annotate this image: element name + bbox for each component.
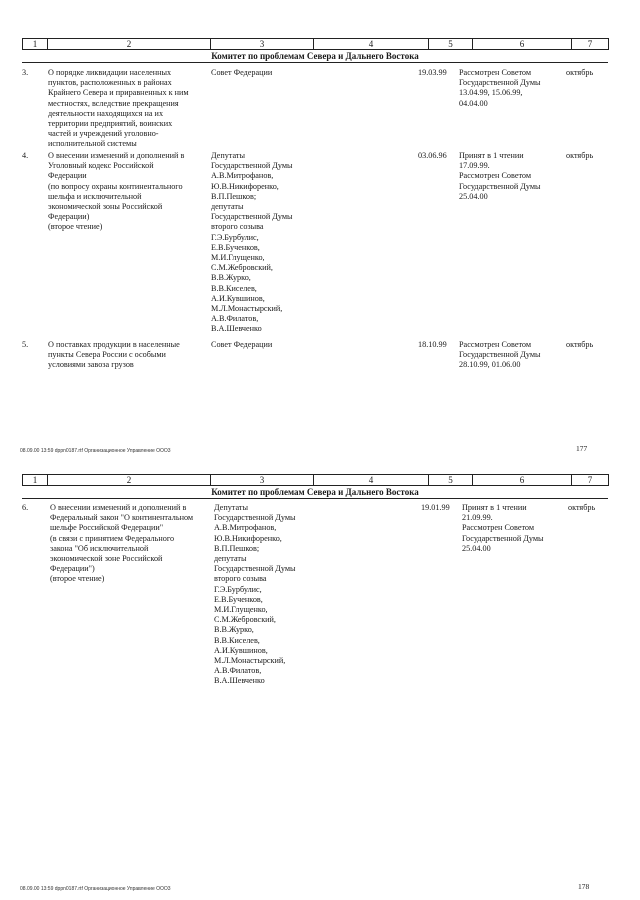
bill-date: 19.03.99 [418,68,447,77]
column-header-row [22,474,609,486]
bill-title: О поставках продукции в населенные пункты Севера России с особыми условиями завоза грузов [48,340,180,370]
bill-author: Депутаты Государственной Думы А.В.Митрофанов, Ю.В.Никифоренко, В.П.Пешков; депутаты Государственной Думы второго созыва Г.Э.Бурбулис, Е.В.Бученков, М.И.Глущенко, С.М.Жебровский, В.В.Журко, В.В.Киселев, А.И.Кувшинов, М.Л.Монастырский, А.В.Филатов, В.А.Шевченко [211,151,293,334]
bill-month: октябрь [566,340,594,349]
bill-date: 19.01.99 [421,503,450,512]
committee-heading: Комитет по проблемам Севера и Дальнего Востока [211,487,419,497]
bill-status: Рассмотрен Советом Государственной Думы 13.04.99, 15.06.99, 04.04.00 [459,68,541,108]
bill-title: О внесении изменений и дополнений в Уголовный кодекс Российской Федерации (по вопросу охраны континентального шельфа и исключительной экономической зоны Российской Федерации) (второе чтение) [48,151,185,232]
bill-author: Депутаты Государственной Думы А.В.Митрофанов, Ю.В.Никифоренко, В.П.Пешков; депутаты Государственной Думы второго созыва Г.Э.Бурбулис, Е.В.Бученков, М.И.Глущенко, С.М.Жебровский, В.В.Журко, В.В.Киселев, А.И.Кувшинов, М.Л.Монастырский, А.В.Филатов, В.А.Шевченко [214,503,296,686]
row-number: 4. [22,151,29,160]
col-header-2: 2 [48,39,211,50]
bill-status: Принят в 1 чтении 17.09.99. Рассмотрен Советом Государственной Думы 25.04.00 [459,151,541,201]
page-footer: 08.09.00 13:59 dppn0187.rtf Организационное Управление ООО3 [20,448,171,454]
bill-status: Принят в 1 чтении 21.09.99. Рассмотрен Советом Государственной Думы 25.04.00 [462,503,544,553]
col-header-7: 7 [572,39,609,50]
bill-month: октябрь [568,503,596,512]
bill-status: Рассмотрен Советом Государственной Думы 28.10.99, 01.06.00 [459,340,541,370]
bill-author: Совет Федерации [211,340,273,349]
col-header-5: 5 [429,39,473,50]
col-header-6: 6 [473,475,572,486]
col-header-4: 4 [314,475,429,486]
page-number: 178 [578,882,590,891]
page-number: 177 [576,444,588,453]
col-header-1: 1 [23,39,48,50]
col-header-2: 2 [48,475,211,486]
col-header-3: 3 [211,39,314,50]
col-header-3: 3 [211,475,314,486]
column-header-row [22,38,609,50]
bill-date: 18.10.99 [418,340,447,349]
col-header-1: 1 [23,475,48,486]
bill-date: 03.06.96 [418,151,447,160]
col-header-4: 4 [314,39,429,50]
col-header-7: 7 [572,475,609,486]
row-number: 6. [22,503,29,512]
bill-author: Совет Федерации [211,68,273,77]
committee-heading: Комитет по проблемам Севера и Дальнего Востока [211,51,419,61]
page-footer: 08.09.00 13:59 dppn0187.rtf Организационное Управление ООО3 [20,886,171,892]
bill-title: О порядке ликвидации населенных пунктов, расположенных в районах Крайнего Севера и приравненных к ним местностях, вследствие прекращения деятельности находящихся на их территории предприятий, воинских частей и учреждений уголовно- исполнительной системы [48,68,189,149]
row-number: 5. [22,340,29,349]
divider [22,62,608,63]
bill-month: октябрь [566,151,594,160]
bill-title: О внесении изменений и дополнений в Федеральный закон "О континентальном шельфе Российской Федерации" (в связи с принятием Федерального закона "Об исключительной экономической зоне Российской Федерации") (второе чтение) [50,503,194,584]
row-number: 3. [22,68,29,77]
bill-month: октябрь [566,68,594,77]
divider [22,498,608,499]
col-header-6: 6 [473,39,572,50]
col-header-5: 5 [429,475,473,486]
